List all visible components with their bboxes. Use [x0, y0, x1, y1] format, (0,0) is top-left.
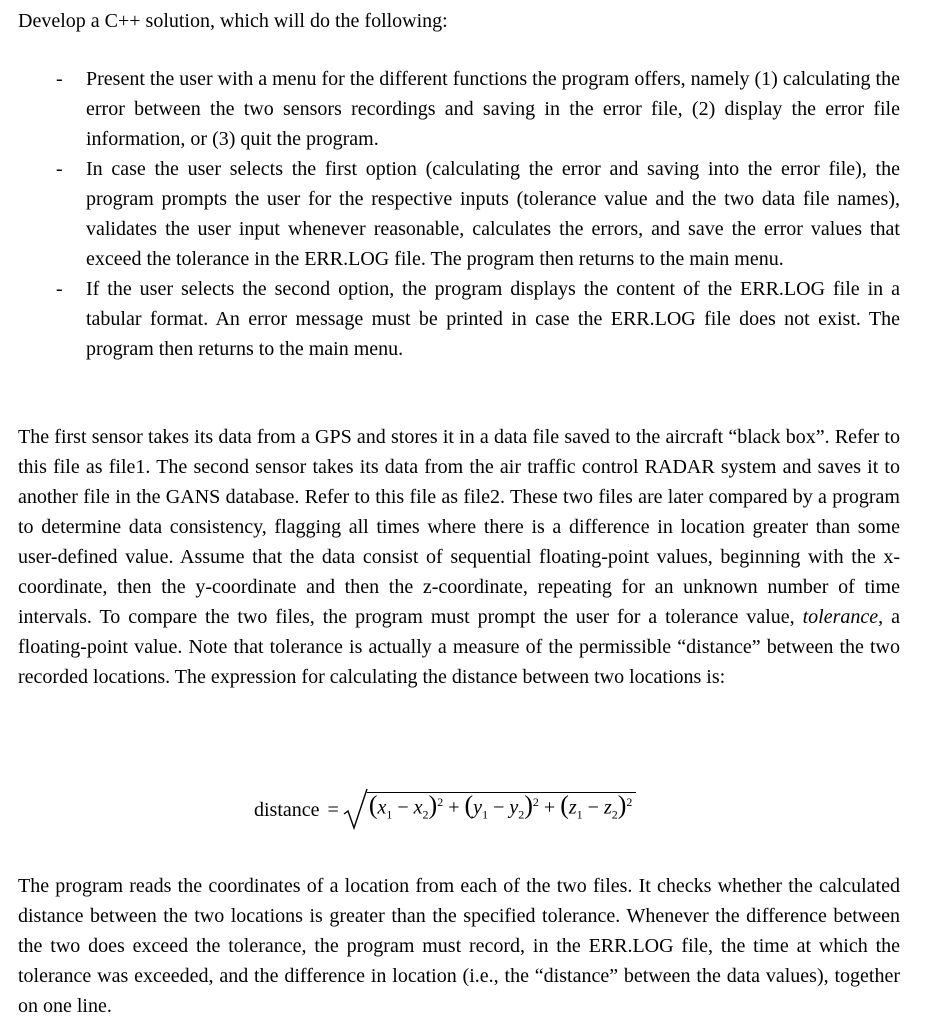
requirements-list	[0, 64, 947, 364]
close-paren: )	[617, 790, 627, 820]
list-item-text: If the user selects the second option, the program displays the content of the ERR.LOG file in a tabular format. An error message must be printed in case the ERR.LOG file does not exist. The program then returns to the main menu.	[86, 278, 900, 360]
plus-sign: +	[543, 796, 556, 819]
distance-formula	[254, 782, 636, 838]
bullet-marker: -	[56, 68, 63, 90]
var-x1: x	[377, 796, 387, 819]
var-x2: x	[413, 796, 423, 819]
radicand	[367, 792, 637, 823]
close-paren: )	[524, 790, 533, 820]
formula-equals: =	[327, 798, 339, 821]
subscript: 2	[611, 807, 618, 822]
paragraph-text-part: The first sensor takes its data from a GPS and stores it in a data file saved to the aircraft “black box”. Refer to this file as file1. The second sensor takes its data from the air traffic control RADAR system and saves it to another file in the GANS database. Refer to this file as file2. These two files are later compared by a program to determine data consistency, flagging all times where there is a difference in location greater than some user-defined value. Assume that the data consist of sequential floating-point values, beginning with the x-coordinate, then the y-coordinate and then the z-coordinate, repeating for an unknown number of time intervals. To compare the two files, the program must prompt the user for a tolerance value,	[18, 426, 900, 628]
subscript: 2	[518, 807, 525, 822]
minus-sign: −	[493, 796, 505, 819]
list-item	[0, 64, 900, 154]
minus-sign: −	[587, 796, 599, 819]
list-item	[0, 154, 900, 274]
bullet-marker: -	[56, 158, 63, 180]
radical-sign-icon	[343, 788, 369, 832]
error-log-paragraph: The program reads the coordinates of a location from each of the two files. It checks whether the calculated distance between the two locations is greater than the specified tolerance. Whenever the difference between the two does exceed the tolerance, the program must record, in the ERR.LOG file, the time at which the tolerance was exceeded, and the difference in location (i.e., the “distance” between the data values), together on one line.	[18, 875, 900, 1017]
exponent: 2	[626, 794, 633, 809]
tolerance-term: tolerance	[802, 606, 879, 628]
close-paren: )	[428, 790, 438, 820]
bullet-marker: -	[56, 278, 63, 300]
exponent: 2	[437, 794, 444, 809]
intro-text: Develop a C++ solution, which will do the following:	[18, 10, 448, 32]
var-y2: y	[509, 796, 519, 819]
open-paren: (	[464, 790, 474, 820]
plus-sign: +	[448, 796, 460, 819]
var-z2: z	[603, 796, 612, 819]
list-item-text: In case the user selects the first option (calculating the error and saving into the error file), the program prompts the user for the respective inputs (tolerance value and the two data file names), validates the user input whenever reasonable, calculates the errors, and save the error values that exceed the tolerance in the ERR.LOG file. The program then returns to the main menu.	[86, 158, 900, 270]
subscript: 1	[386, 807, 393, 822]
var-y1: y	[473, 796, 483, 819]
subscript: 2	[422, 807, 429, 822]
var-z1: z	[568, 796, 577, 819]
exponent: 2	[532, 794, 539, 809]
formula-lhs: distance	[254, 798, 320, 821]
open-paren: (	[368, 790, 378, 820]
open-paren: (	[560, 790, 569, 820]
sensor-description-paragraph	[18, 422, 900, 692]
square-root	[343, 788, 637, 832]
list-item-text: Present the user with a menu for the different functions the program offers, namely (1) calculating the error between the two sensors recordings and saving in the error file, (2) display the error file information, or (3) quit the program.	[86, 68, 900, 150]
subscript: 1	[482, 807, 489, 822]
paragraph-text-part: , a floating-point value. Note that tolerance is actually a measure of the permissible “distance” between the two recorded locations. The expression for calculating the distance between two locations is:	[18, 606, 900, 688]
minus-sign: −	[397, 796, 409, 819]
list-item	[0, 274, 900, 364]
subscript: 1	[576, 807, 583, 822]
